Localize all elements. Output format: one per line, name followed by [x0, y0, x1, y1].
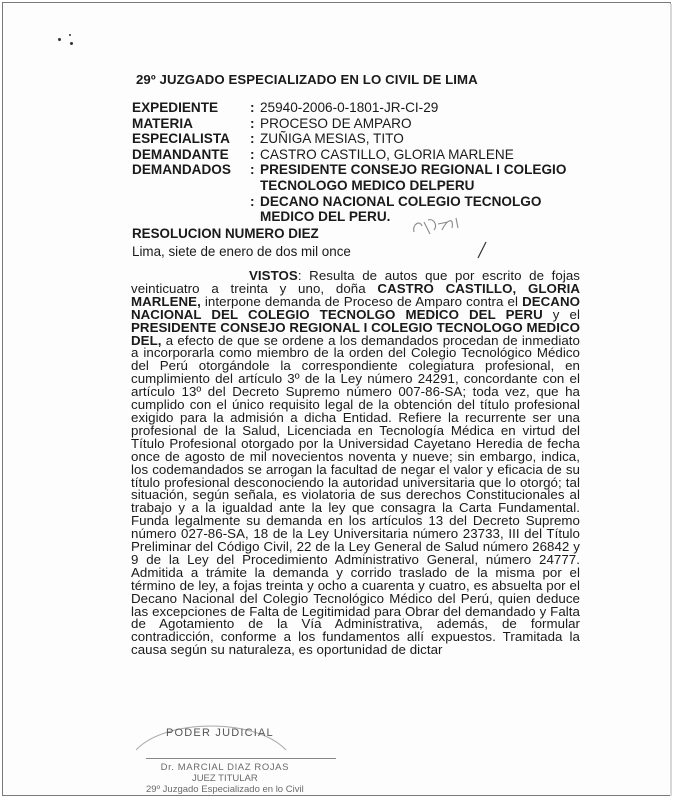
field-separator: :	[250, 146, 255, 162]
field-value: PROCESO DE AMPARO	[260, 115, 412, 131]
field-demandados	[132, 162, 580, 193]
body-text-segment: y el	[542, 306, 580, 322]
field-label: DEMANDANTE	[132, 146, 229, 162]
defendant-president: PRESIDENTE CONSEJO REGIONAL I COLEGIO TECNOLOGO MEDICO DEL,	[131, 319, 580, 348]
body-paragraph	[131, 270, 580, 657]
handwritten-initials-mark	[408, 214, 468, 240]
defendant-dean: DECANO NACIONAL DEL COLEGIO TECNOLGO MEDICO DEL PERU	[131, 293, 580, 322]
plaintiff-name: CASTRO CASTILLO, GLORIA MARLENE,	[131, 280, 580, 309]
court-title: 29º JUZGADO ESPECIALIZADO EN LO CIVIL DE LIMA	[136, 72, 478, 87]
field-separator: :	[250, 115, 255, 131]
field-label: ESPECIALISTA	[132, 131, 230, 147]
field-value: DECANO NACIONAL COLEGIO TECNOLGO MEDICO DEL PERU.	[260, 193, 542, 225]
signature-line	[146, 758, 336, 759]
scan-specks	[58, 34, 78, 48]
field-value: ZUÑIGA MESIAS, TITO	[260, 131, 404, 147]
field-label: DEMANDADOS	[132, 162, 231, 178]
field-expediente	[132, 100, 580, 116]
field-value: CASTRO CASTILLO, GLORIA MARLENE	[260, 146, 514, 162]
field-separator: :	[250, 162, 255, 178]
field-label	[132, 194, 250, 225]
resolution-date: Lima, siete de enero de dos mil once	[132, 244, 351, 259]
field-label: MATERIA	[132, 115, 193, 131]
field-demandados-2	[132, 194, 580, 225]
body-text-segment: a efecto de que se ordene a los demandados procedan de inmediato a incorporarla como miembro de la orden del Colegio Tecnológico Médico del Perú otorgándole la correspondiente colegiatura profesional, en cumplimiento del artículo 3º de la Ley número 24291, concordante con el artículo 13º del Decreto Supremo número 007-86-SA; toda vez, que ha cumplido con el único requisito legal de la obtención del título profesional exigido para la admisión a dicha Entidad. Refiere la recurrente ser una profesional de la Salud, Licenciada en Tecnología Médica en virtud del Título Profesional otorgado por la Universidad Cayetano Heredia de fecha once de agosto de mil novecientos noventa y nueve; sin embargo, indica, los codemandados se arrogan la facultad de negar el valor y eficacia de su título profesional desconociendo la autoridad universitaria que lo otorgó; tal situación, según señala, es violatoria de sus derechos Constitucionales al trabajo y a la igualdad ante la ley que consagra la Carta Fundamental. Funda legalmente su demanda en los artículos 13 del Decreto Supremo número 027-86-SA, 18 de la Ley Universitaria número 23733, III del Título Preliminar del Código Civil, 22 de la Ley General de Salud número 26842 y 9 de la Ley del Procedimiento Administrativo General, número 24777. Admitida a trámite la demanda y corrido traslado de la misma por el término de ley, a fojas treinta y ocho a cuarenta y cuatro, es absuelta por el Decano Nacional del Colegio Tecnológico Médico del Perú, quien deduce las excepciones de Falta de Legitimidad para Obrar del demandado y Falta de Agotamiento de la Vía Administrativa, además, de formular contradicción, conforme a los fundamentos allí expuestos. Tramitada la causa según su naturaleza, es oportunidad de dictar	[131, 332, 580, 658]
body-text-segment: interpone demanda de Proceso de Amparo contra el	[200, 293, 523, 309]
field-demandante	[132, 147, 580, 163]
field-separator: :	[250, 193, 255, 209]
field-materia	[132, 116, 580, 132]
poder-judicial-stamp: PODER JUDICIAL	[166, 727, 274, 739]
resolution-body	[131, 270, 580, 657]
judge-signature-block	[146, 762, 304, 795]
field-separator: :	[250, 100, 255, 115]
field-especialista	[132, 131, 580, 147]
field-value: 25940-2006-0-1801-JR-CI-29	[260, 100, 439, 115]
field-separator: :	[250, 131, 255, 147]
vistos-heading: VISTOS	[249, 268, 298, 283]
resolution-title: RESOLUCION NUMERO DIEZ	[132, 226, 319, 241]
handwritten-slash-mark	[474, 240, 490, 260]
field-value: PRESIDENTE CONSEJO REGIONAL I COLEGIO TECNOLOGO MEDICO DELPERU	[260, 162, 567, 193]
judge-title: JUEZ TITULAR	[191, 773, 258, 784]
body-text-segment: : Resulta de autos que por escrito de fojas veinticuatro a treinta y uno, doña	[131, 268, 580, 296]
field-label: EXPEDIENTE	[132, 100, 219, 115]
judge-name: Dr. MARCIAL DIAZ ROJAS	[160, 762, 290, 773]
page-edge-shadow	[670, 4, 672, 796]
court-short-name: 29º Juzgado Especializado en lo Civil	[146, 784, 304, 795]
case-fields	[132, 100, 580, 225]
